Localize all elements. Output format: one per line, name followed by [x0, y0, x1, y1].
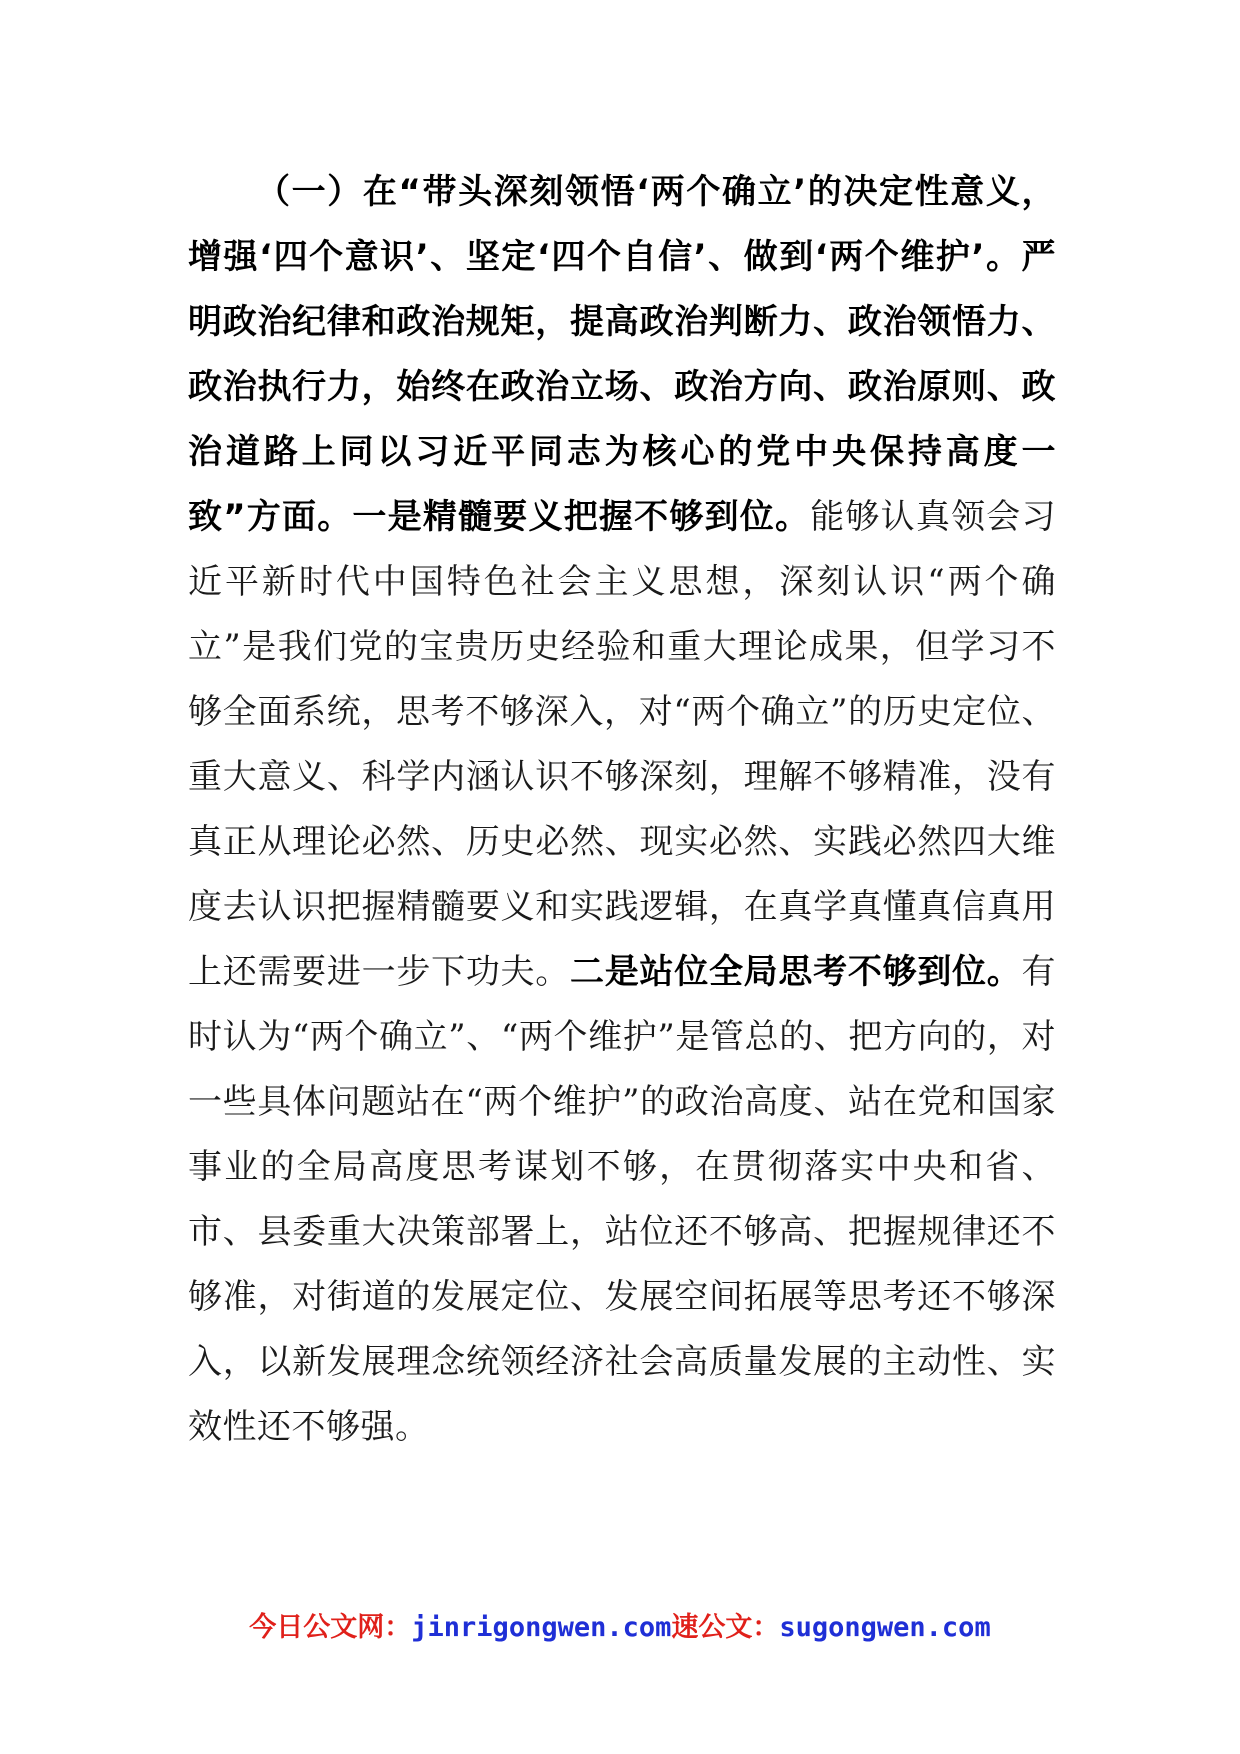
point-one-body: 能够认真领会习近平新时代中国特色社会主义思想，深刻认识“两个确立”是我们党的宝贵历史经验和重大理论成果，但学习不够全面系统，思考不够深入，对“两个确立”的历史定位、重大意义、科学内涵认识不够深刻，理解不够精准，没有真正从理论必然、历史必然、现实必然、实践必然四大维度去认识把握精髓要义和实践逻辑，在真学真懂真信真用上还需要进一步下功夫。 [188, 497, 1057, 992]
point-two-heading: 二是站位全局思考不够到位。 [570, 952, 1022, 992]
section-heading: （一）在“带头深刻领悟‘两个确立’的决定性意义，增强‘四个意识’、坚定‘四个自信’、做到‘两个维护’。严明政治纪律和政治规矩，提高政治判断力、政治领悟力、政治执行力，始终在政治立场、政治方向、政治原则、政治道路上同以习近平同志为核心的党中央保持高度一致”方面。 [188, 172, 1056, 537]
point-two-body: 有时认为“两个确立”、“两个维护”是管总的、把方向的，对一些具体问题站在“两个维护”的政治高度、站在党和国家事业的全局高度思考谋划不够，在贯彻落实中央和省、市、县委重大决策部署上，站位还不够高、把握规律还不够准，对街道的发展定位、发展空间拓展等思考还不够深入，以新发展理念统领经济社会高质量发展的主动性、实效性还不够强。 [188, 952, 1057, 1447]
footer-watermark [0, 1605, 1240, 1644]
footer-site2-url[interactable]: sugongwen.com [779, 1612, 991, 1643]
footer-site2-name: 速公文： [671, 1612, 780, 1643]
body-paragraph [188, 160, 1056, 1460]
point-one-heading: 一是精髓要义把握不够到位。 [352, 497, 811, 537]
footer-site1-name: 今日公文网： [249, 1612, 412, 1643]
footer-site1-url[interactable]: jinrigongwen.com [411, 1612, 672, 1643]
